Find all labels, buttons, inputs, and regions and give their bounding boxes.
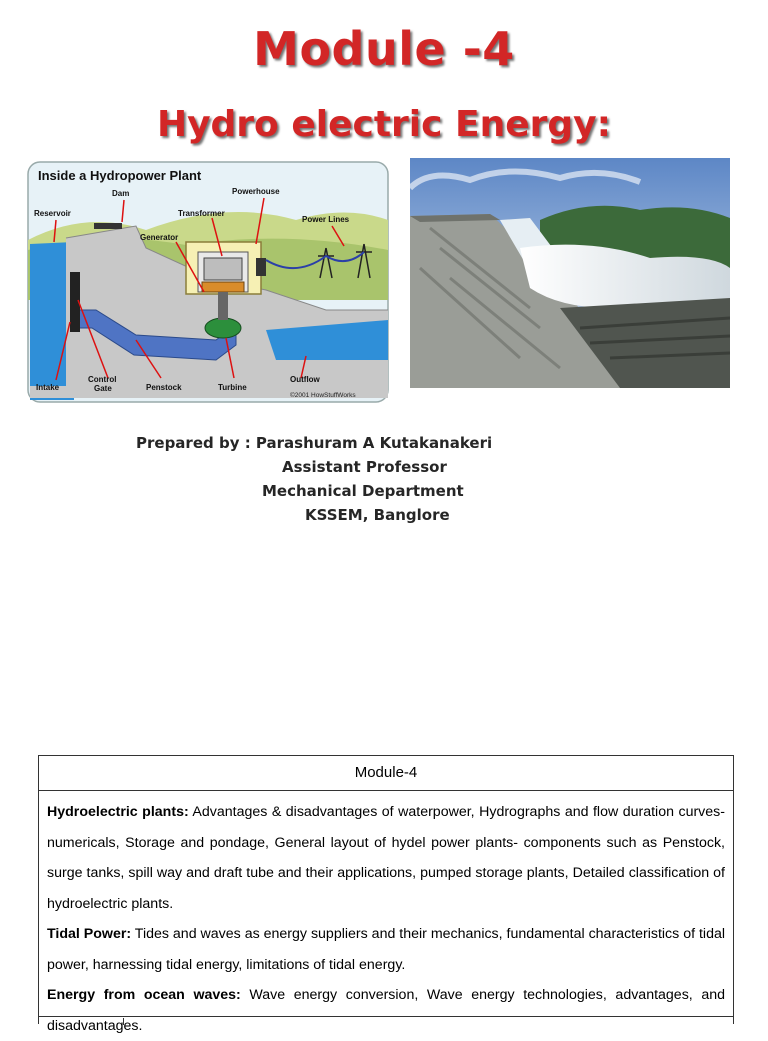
hydropower-plant-diagram bbox=[26, 160, 392, 404]
diagram-heading: Inside a Hydropower Plant bbox=[38, 168, 202, 183]
credit-prepared-by: Prepared by : Parashuram A Kutakanakeri bbox=[136, 434, 493, 452]
label-turbine: Turbine bbox=[218, 383, 247, 392]
module-subtitle: Hydro electric Energy: bbox=[156, 104, 612, 145]
ocean-waves-label: Energy from ocean waves: bbox=[47, 987, 241, 1003]
label-penstock: Penstock bbox=[146, 383, 182, 392]
dam-photo-svg bbox=[410, 158, 730, 388]
credit-department: Mechanical Department bbox=[262, 482, 464, 500]
hydroelectric-label: Hydroelectric plants: bbox=[47, 804, 189, 820]
label-outflow: Outflow bbox=[290, 375, 320, 384]
syllabus-table bbox=[38, 755, 734, 1034]
syllabus-heading: Module-4 bbox=[39, 756, 733, 791]
tidal-text: Tides and waves as energy suppliers and their mechanics, fundamental characteristics of tidal power, harnessing tidal energy, limitations of tidal energy. bbox=[47, 926, 725, 973]
tidal-label: Tidal Power: bbox=[47, 926, 132, 942]
label-transformer: Transformer bbox=[178, 209, 225, 218]
credit-institution: KSSEM, Banglore bbox=[305, 506, 450, 524]
hydroelectric-text: Advantages & disadvantages of waterpower, Hydrographs and flow duration curves-numericals, Storage and pondage, General layout of hydel power plants- components such as Penstock, surge tanks, spill way and draft tube and their applications, pumped storage plants, Detailed classification of hydroelectric plants. bbox=[47, 804, 725, 912]
label-powerhouse: Powerhouse bbox=[232, 187, 280, 196]
module-title: Module -4 bbox=[253, 22, 515, 76]
dam-spillway-photo bbox=[410, 158, 730, 388]
label-intake: Intake bbox=[36, 383, 60, 392]
ocean-waves-text: Wave energy conversion, Wave energy technologies, advantages, and disadvantages. bbox=[47, 987, 726, 1034]
label-control-gate-2: Gate bbox=[94, 384, 112, 393]
label-reservoir: Reservoir bbox=[34, 209, 71, 218]
label-power-lines: Power Lines bbox=[302, 215, 350, 224]
label-copyright: ©2001 HowStuffWorks bbox=[290, 392, 356, 399]
syllabus-body bbox=[39, 791, 733, 1034]
label-control-gate: Control bbox=[88, 375, 117, 384]
hydropower-diagram-svg bbox=[26, 160, 392, 404]
label-generator: Generator bbox=[140, 233, 179, 242]
credit-designation: Assistant Professor bbox=[282, 458, 447, 476]
label-dam: Dam bbox=[112, 189, 130, 198]
